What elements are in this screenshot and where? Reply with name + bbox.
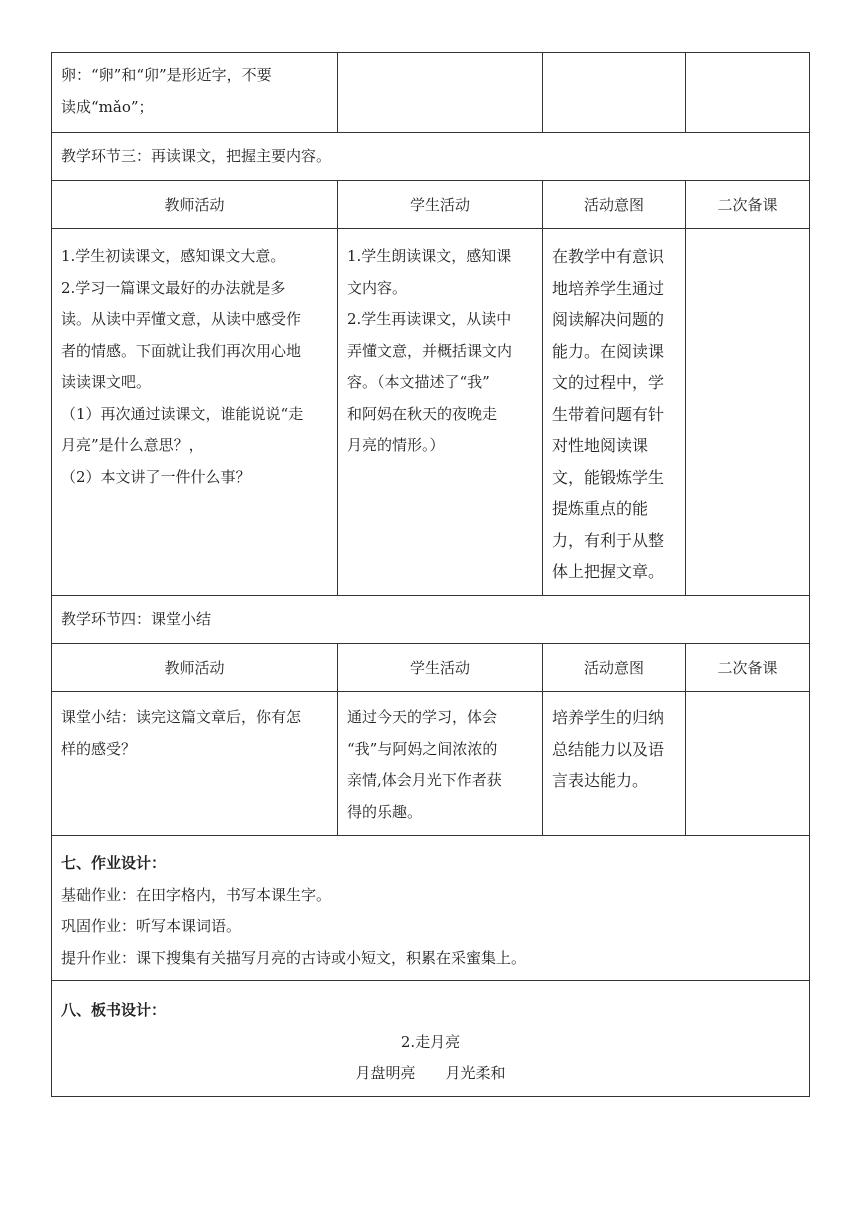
- text-line: 卵：“卵”和“卯”是形近字，不要: [61, 66, 272, 84]
- text-line: 力，有利于从整: [552, 530, 665, 550]
- student-activity-cell: [338, 229, 543, 596]
- section-title-row: [52, 133, 810, 181]
- header-teacher-activity: 教师活动: [52, 181, 338, 229]
- lesson-plan-page: [51, 52, 809, 1097]
- text-line: 课堂小结：读完这篇文章后，你有怎: [61, 708, 302, 726]
- text-line: 2.学生再读课文，从读中: [347, 310, 512, 328]
- homework-title: 七、作业设计：: [61, 854, 167, 872]
- text-line: 阅读解决问题的: [552, 310, 665, 329]
- column-header-row: [52, 644, 810, 692]
- lesson-plan-table: [51, 52, 810, 1097]
- text-line: 培养学生的归纳: [552, 708, 665, 727]
- header-second-prep: 二次备课: [686, 181, 810, 229]
- header-teacher-activity: 教师活动: [52, 644, 338, 692]
- teacher-activity-cell: [52, 229, 338, 596]
- text-line: 样的感受？: [61, 739, 137, 758]
- text-line: 言表达能力。: [552, 771, 649, 790]
- text-line: 能力。在阅读课: [552, 341, 665, 361]
- text-line: 读读课文吧。: [61, 373, 152, 391]
- text-line: 亲情,体会月光下作者获: [347, 771, 502, 789]
- homework-row: [52, 836, 810, 981]
- homework-line: 提升作业：课下搜集有关描写月亮的古诗或小短文，积累在采蜜集上。: [61, 948, 527, 967]
- text-line: （1）再次通过读课文，谁能说说“走: [61, 404, 304, 423]
- activity-intent-cell: [543, 229, 686, 596]
- activity-intent-cell: [543, 53, 686, 133]
- text-line: 1.学生初读课文，感知课文大意。: [61, 247, 286, 265]
- text-line: 总结能力以及语: [552, 739, 665, 759]
- text-line: 对性地阅读课: [552, 436, 649, 455]
- student-activity-cell: [338, 692, 543, 836]
- second-prep-cell: [686, 229, 810, 596]
- second-prep-cell: [686, 53, 810, 133]
- student-activity-cell: [338, 53, 543, 133]
- text-line: 者的情感。下面就让我们再次用心地: [61, 341, 302, 360]
- text-line: 通过今天的学习，体会: [347, 708, 498, 726]
- second-prep-cell: [686, 692, 810, 836]
- text-line: （2）本文讲了一件什么事？: [61, 467, 251, 486]
- text-line: 弄懂文意，并概括课文内: [347, 341, 513, 360]
- text-line: 容。（本文描述了“我”: [347, 373, 490, 391]
- text-line: 在教学中有意识: [552, 247, 665, 266]
- text-line: 提炼重点的能: [552, 499, 649, 518]
- header-student-activity: 学生活动: [338, 181, 543, 229]
- header-student-activity: 学生活动: [338, 644, 543, 692]
- board-design-title: 八、板书设计：: [61, 1001, 167, 1019]
- text-line: 2.学习一篇课文最好的办法就是多: [61, 278, 286, 297]
- text-line: “我”与阿妈之间浓浓的: [347, 739, 498, 758]
- section-title-row: [52, 596, 810, 644]
- section4-title: 教学环节四：课堂小结: [52, 596, 810, 644]
- board-heading: 2.走月亮: [400, 1032, 461, 1051]
- text-line: 读成“mǎo”；: [61, 98, 154, 116]
- text-line: 月亮”是什么意思？，: [61, 436, 204, 454]
- activity-intent-cell: [543, 692, 686, 836]
- homework-line: 巩固作业：听写本课词语。: [61, 917, 242, 935]
- text-line: 读。从读中弄懂文意，从读中感受作: [61, 310, 302, 328]
- text-line: 1.学生朗读课文，感知课: [347, 247, 512, 265]
- homework-cell: [52, 836, 810, 981]
- text-line: 体上把握文章。: [552, 562, 665, 581]
- text-line: 地培养学生通过: [552, 278, 665, 298]
- text-line: 文的过程中，学: [552, 373, 665, 392]
- text-line: 和阿妈在秋天的夜晚走: [347, 404, 498, 423]
- board-line: 月盘明亮 月光柔和: [355, 1064, 506, 1082]
- header-activity-intent: 活动意图: [543, 181, 686, 229]
- teacher-activity-cell: [52, 692, 338, 836]
- continuation-row: [52, 53, 810, 133]
- header-second-prep: 二次备课: [686, 644, 810, 692]
- section4-body-row: [52, 692, 810, 836]
- teacher-activity-cell: [52, 53, 338, 133]
- text-line: 生带着问题有针: [552, 404, 665, 424]
- text-line: 文，能锻炼学生: [552, 467, 665, 487]
- text-line: 得的乐趣。: [347, 802, 423, 821]
- header-activity-intent: 活动意图: [543, 644, 686, 692]
- board-design-cell: [52, 981, 810, 1097]
- section3-title: 教学环节三：再读课文，把握主要内容。: [52, 133, 810, 181]
- text-line: 月亮的情形。）: [347, 436, 445, 454]
- homework-line: 基础作业：在田字格内，书写本课生字。: [61, 885, 332, 904]
- column-header-row: [52, 181, 810, 229]
- board-design-row: [52, 981, 810, 1097]
- section3-body-row: [52, 229, 810, 596]
- text-line: 文内容。: [347, 278, 408, 297]
